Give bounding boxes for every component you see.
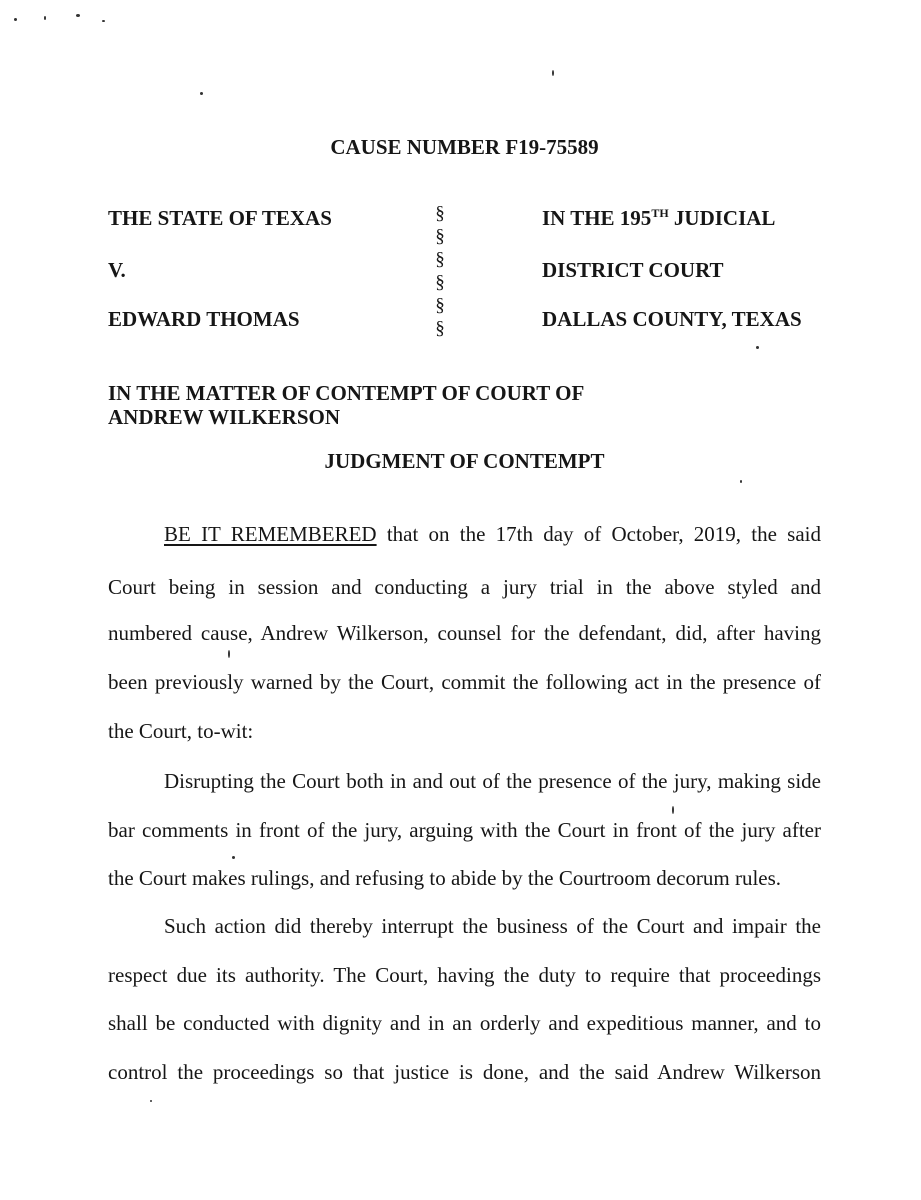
matter-line1: IN THE MATTER OF CONTEMPT OF COURT OF xyxy=(108,381,585,405)
document-title: JUDGMENT OF CONTEMPT xyxy=(324,449,605,473)
scan-artifact xyxy=(150,1100,152,1102)
caption-party-state: THE STATE OF TEXAS xyxy=(108,206,332,230)
cause-number: CAUSE NUMBER F19-75589 xyxy=(330,135,599,159)
matter-line2: ANDREW WILKERSON xyxy=(108,405,341,429)
paragraph2-line2: bar comments in front of the jury, arguing with the Court in front of the jury after xyxy=(108,818,821,842)
paragraph1-line4: been previously warned by the Court, commit the following act in the presence of xyxy=(108,670,821,694)
paragraph1-line5: the Court, to-wit: xyxy=(108,719,254,743)
paragraph2-line3: the Court makes rulings, and refusing to abide by the Courtroom decorum rules. xyxy=(108,866,782,890)
paragraph3-line2: respect due its authority. The Court, having the duty to require that proceedings xyxy=(108,963,821,987)
remembered-lead: BE IT REMEMBERED xyxy=(164,522,377,546)
scan-artifact xyxy=(672,806,674,814)
scan-artifact xyxy=(756,346,759,349)
section-symbol: § xyxy=(435,249,445,270)
section-symbol: § xyxy=(435,318,445,339)
court-number: IN THE 195 xyxy=(542,206,652,230)
scan-artifact xyxy=(14,18,17,21)
scan-artifact xyxy=(232,856,235,859)
scan-artifact xyxy=(102,20,105,22)
paragraph1-line2: Court being in session and conducting a jury trial in the above styled and xyxy=(108,575,821,599)
paragraph2-line1: Disrupting the Court both in and out of the presence of the jury, making side xyxy=(164,769,821,793)
scan-artifact xyxy=(228,650,230,658)
paragraph3-line4: control the proceedings so that justice is done, and the said Andrew Wilkerson xyxy=(108,1060,821,1084)
paragraph1-line3: numbered cause, Andrew Wilkerson, counsel for the defendant, did, after having xyxy=(108,621,821,645)
scan-artifact xyxy=(740,480,742,483)
matter-heading xyxy=(108,381,584,429)
paragraph1-line1 xyxy=(108,521,821,547)
caption-section-symbols xyxy=(430,202,450,340)
paragraph1-line1-text: that on the 17th day of October, 2019, the said xyxy=(376,522,821,546)
caption-party-defendant: EDWARD THOMAS xyxy=(108,307,300,331)
section-symbol: § xyxy=(435,203,445,224)
caption-court-line3: DALLAS COUNTY, TEXAS xyxy=(542,307,802,331)
section-symbol: § xyxy=(435,226,445,247)
court-type: JUDICIAL xyxy=(668,206,776,230)
section-symbol: § xyxy=(435,272,445,293)
paragraph3-line1: Such action did thereby interrupt the business of the Court and impair the xyxy=(164,914,821,938)
paragraph3-line3: shall be conducted with dignity and in an orderly and expeditious manner, and to xyxy=(108,1011,821,1035)
court-number-suffix: TH xyxy=(651,206,669,220)
caption-versus: V. xyxy=(108,258,126,282)
scan-artifact xyxy=(552,70,554,76)
section-symbol: § xyxy=(435,295,445,316)
scan-artifact xyxy=(76,14,80,17)
caption-court-line1 xyxy=(542,206,775,231)
scan-artifact xyxy=(200,92,203,95)
scan-artifact xyxy=(44,16,46,20)
caption-court-line2: DISTRICT COURT xyxy=(542,258,724,282)
